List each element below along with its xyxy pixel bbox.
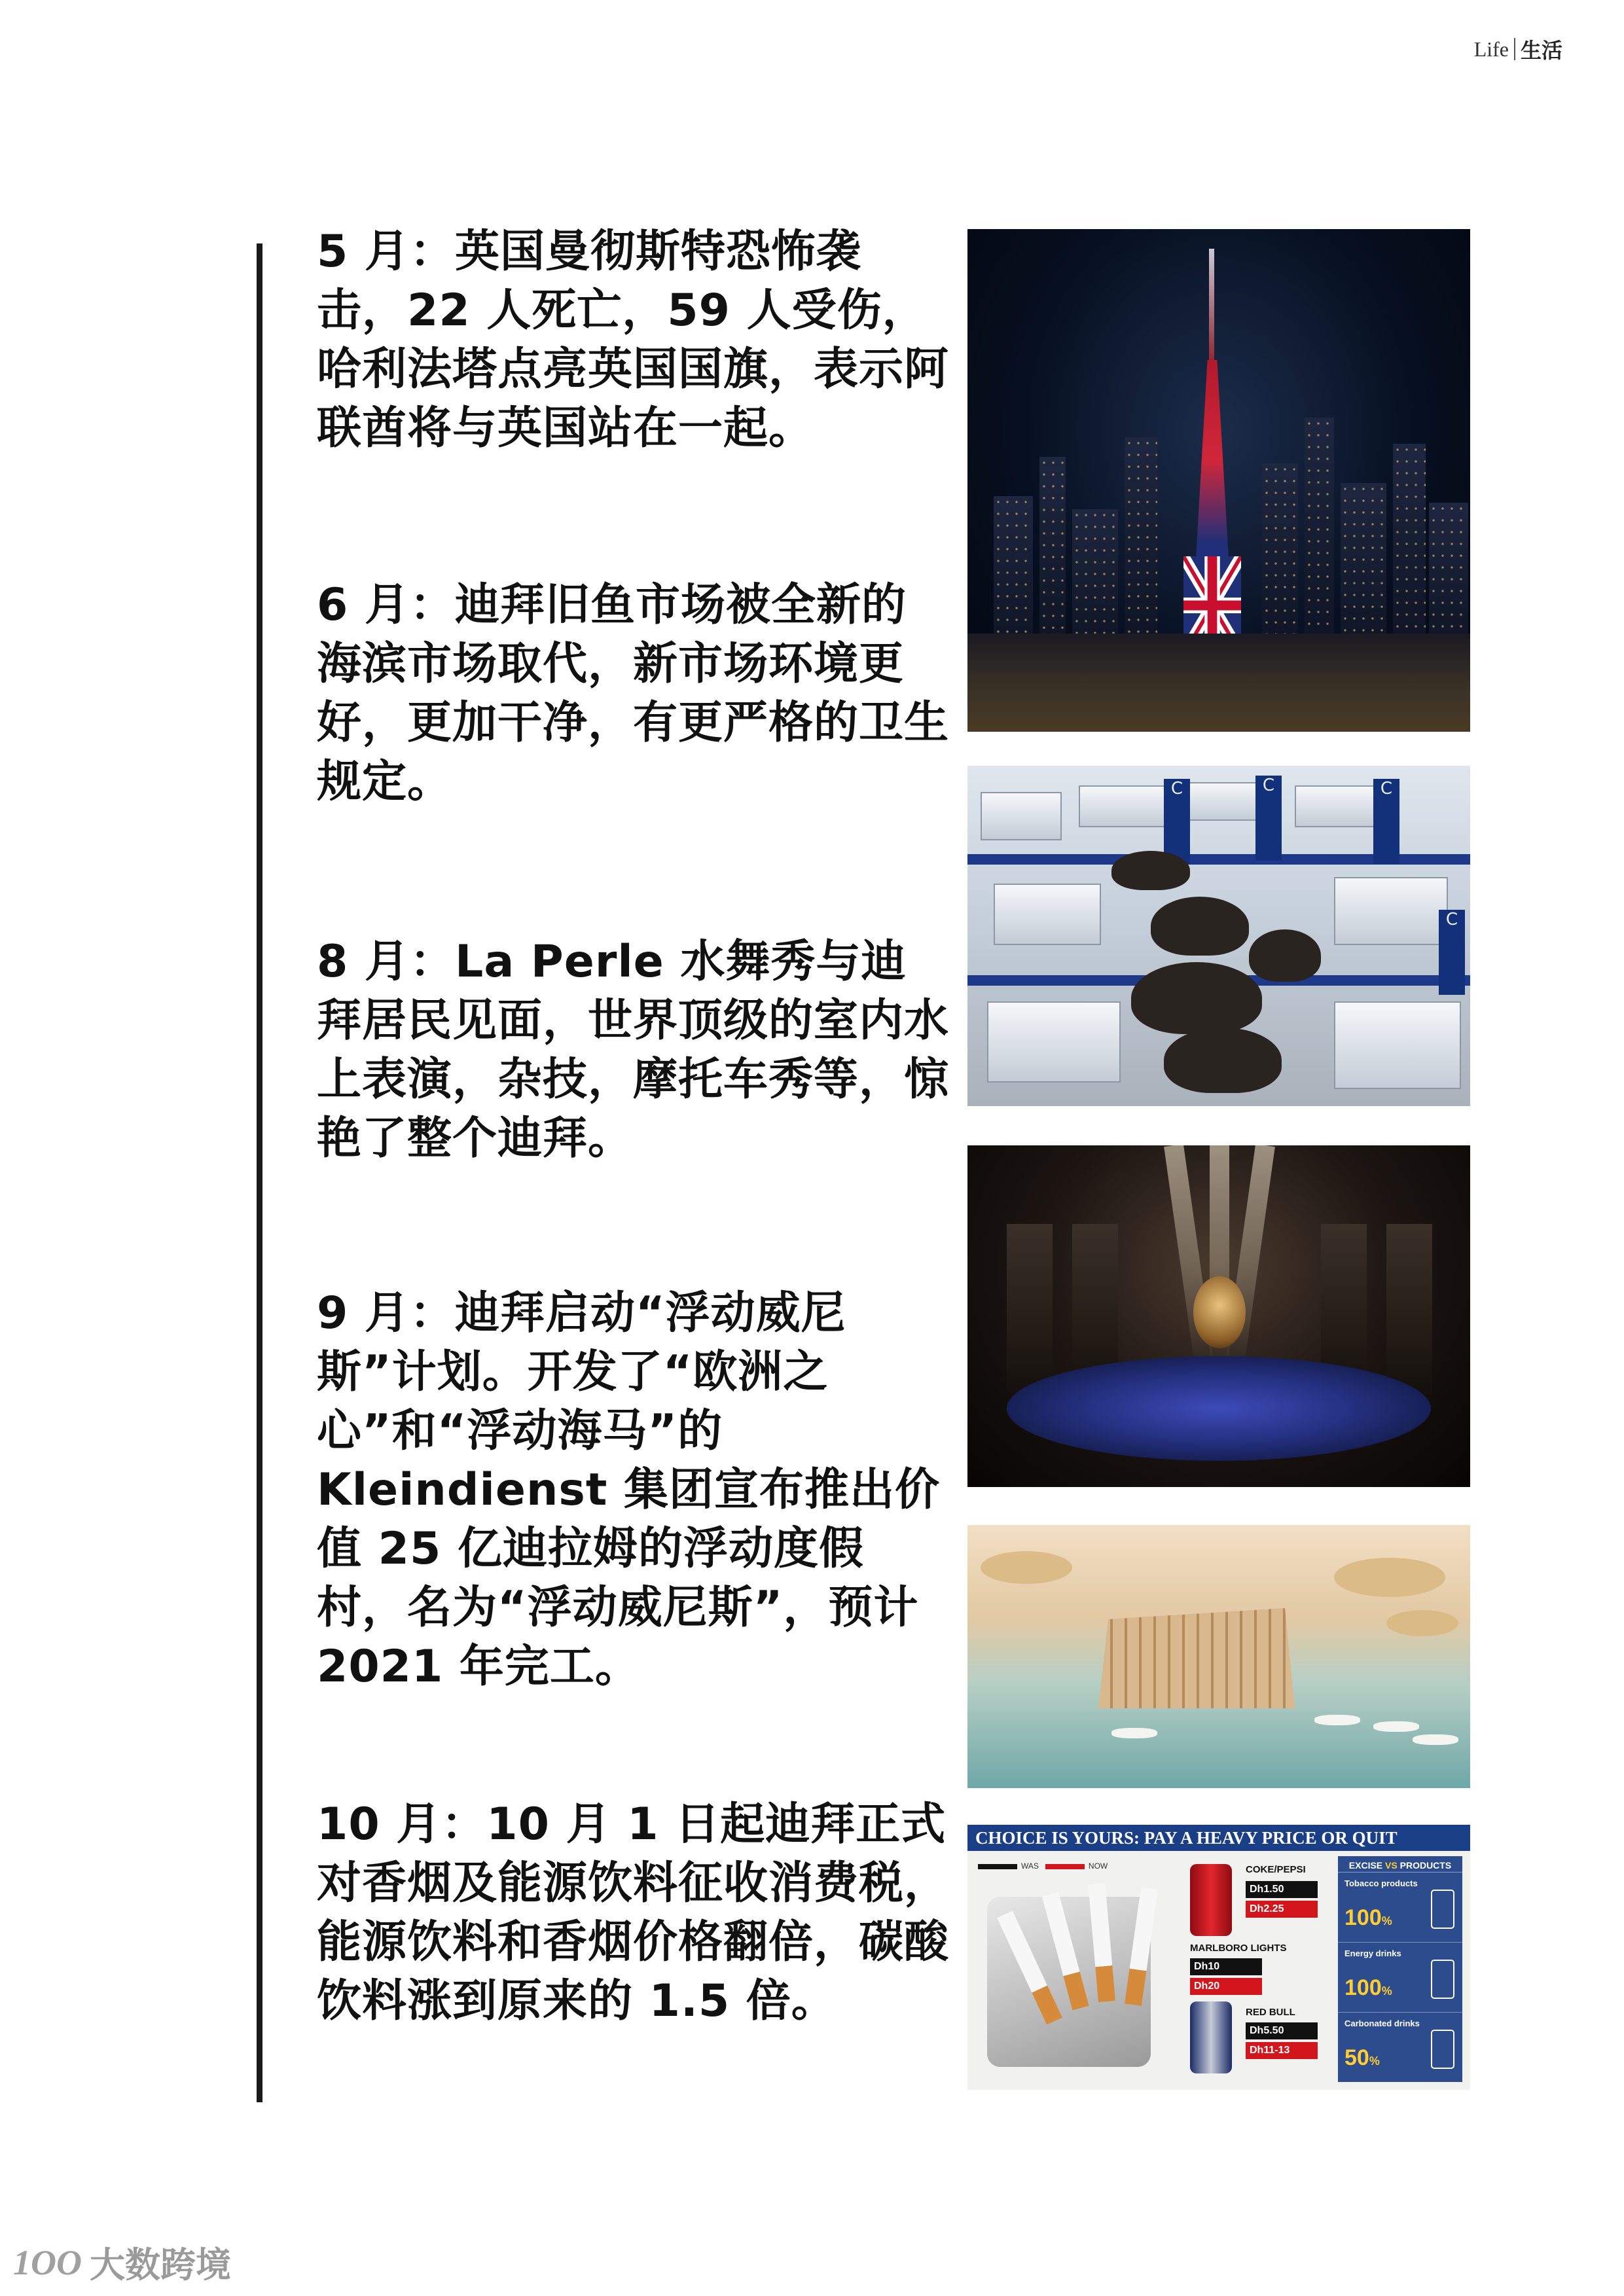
price-legend: WAS NOW [978,1861,1108,1871]
energy-drink-can-image [1190,2001,1232,2073]
price-was-coke: Dh1.50 [1246,1881,1318,1898]
item-red-bull: RED BULL [1246,2007,1295,2018]
price-was-marlboro: Dh10 [1190,1958,1262,1975]
excise-rate-panel [1338,1856,1462,2082]
fish-market-photo: C C C C [967,766,1470,1106]
rate-energy-drinks: Energy drinks 100% [1338,1943,1462,2013]
excise-tax-graphic [967,1825,1470,2090]
cola-can-image [1190,1864,1232,1936]
price-was-red-bull: Dh5.50 [1246,2022,1318,2039]
tobacco-icon [1431,1890,1454,1929]
watermark-logo: 1OO [13,2242,82,2282]
graphic-title: CHOICE IS YOURS: PAY A HEAVY PRICE OR QUIT [967,1825,1470,1851]
header-label: Life [1473,37,1509,61]
header-section: 生活 [1520,38,1562,63]
price-now-red-bull: Dh11-13 [1246,2042,1318,2059]
entry-may: 5 月：英国曼彻斯特恐怖袭击，22 人死亡，59 人受伤，哈利法塔点亮英国国旗，表示阿联酋将与英国站在一起。 [317,226,950,454]
header-divider [1514,38,1515,60]
item-marlboro: MARLBORO LIGHTS [1190,1943,1287,1954]
battery-icon [1431,1960,1454,1999]
rate-carbonated-drinks: Carbonated drinks 50% [1338,2013,1462,2082]
floating-venice-photo [967,1525,1470,1788]
price-now-marlboro: Dh20 [1190,1978,1262,1995]
panel-heading: EXCISE VS PRODUCTS [1338,1856,1462,1873]
timeline-rule [257,243,262,2102]
entry-august: 8 月：La Perle 水舞秀与迪拜居民见面，世界顶级的室内水上表演，杂技，摩托车秀等，惊艳了整个迪拜。 [317,936,950,1164]
item-coke: COKE/PEPSI [1246,1864,1306,1875]
watermark-text: 大数跨境 [90,2244,231,2286]
rate-tobacco: Tobacco products 100% [1338,1873,1462,1943]
entry-september: 9 月：迪拜启动“浮动威尼斯”计划。开发了“欧洲之心”和“浮动海马”的 Kleindienst 集团宣布推出价值 25 亿迪拉姆的浮动度假村，名为“浮动威尼斯”，预计 2021 年完工。 [317,1287,941,1693]
entry-june: 6 月：迪拜旧鱼市场被全新的海滨市场取代，新市场环境更好，更加干净，有更严格的卫生规定。 [317,579,950,808]
price-now-coke: Dh2.25 [1246,1901,1318,1918]
entry-october: 10 月：10 月 1 日起迪拜正式对香烟及能源饮料征收消费税，能源饮料和香烟价格翻倍，碳酸饮料涨到原来的 1.5 倍。 [317,1799,950,2027]
page-header [1474,34,1562,64]
la-perle-photo [967,1145,1470,1487]
watermark [13,2237,231,2287]
burj-khalifa-photo [967,229,1470,732]
soda-cup-icon [1431,2030,1454,2069]
